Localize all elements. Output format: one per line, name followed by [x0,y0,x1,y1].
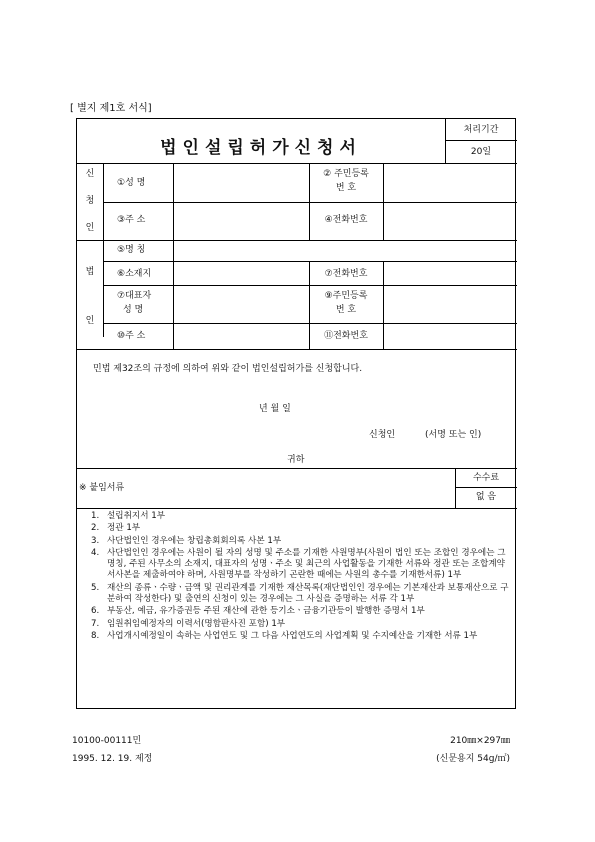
corporation-address-label: ⑩주 소 [117,331,146,341]
form-title: 법인설립허가신청서 [160,138,362,158]
corporation-name-field[interactable] [174,241,516,260]
paper-size: 210㎜×297㎜ [450,736,510,746]
enactment-date: 1995. 12. 19. 제정 [72,754,153,764]
date-line: 년 월 일 [259,404,291,414]
representative-label-2: 성 명 [123,305,144,315]
attachments-title: ※ 붙임서류 [79,483,125,493]
list-item: 4. 사단법인인 경우에는 사원이 될 자의 성명 및 주소를 기재한 사원명부(사원이 법인 또는 조합인 경우에는 그 명칭, 주된 사무소의 소재지, 대표자의 성명ㆍ주소 및 최근의 사업활동을 기재한 서류와 정관 또는 조합계약서사본을 제출하여야 하며, 사원명부를 작성하기 곤란한 때에는 사원의 총수를 기재한서류) 1부 [91,547,506,581]
form-code: 10100-00111민 [72,736,142,746]
corporation-location-field[interactable] [174,262,308,284]
list-item: 7. 임원취임예정자의 이력서(명함판사진 포함) 1부 [91,618,286,629]
processing-period-value: 20일 [470,147,492,157]
applicant-phone-field[interactable] [384,203,516,239]
list-item: 8. 사업개시예정일이 속하는 사업연도 및 그 다음 사업연도의 사업계획 및 수지예산을 기재한 서류 1부 [91,630,478,641]
corporation-name-label: ⑤명 칭 [117,245,146,255]
list-item: 5. 재산의 종류ㆍ수량ㆍ금액 및 권리관계를 기재한 재산목록(재단법인인 경우에는 기본재산과 보통재산으로 구분하여 작성한다) 및 출연의 신청이 있는 경우에는 그 사실을 증명하는 서류 각 1부 [91,582,509,605]
list-item: 6. 부동산, 예금, 유가증권등 주된 재산에 관한 등기소ㆍ금융기관등이 발행한 증명서 1부 [91,606,425,617]
applicant-name-field[interactable] [174,164,308,201]
applicant-phone-label: ④전화번호 [324,215,368,225]
corporation-location-label: ⑥소재지 [117,269,152,279]
application-form [76,118,516,709]
representative-resident-field[interactable] [384,286,516,322]
applicant-address-label: ③주 소 [117,215,146,225]
corporation-section-char-2: 인 [85,316,95,326]
corporation-phone2-field[interactable] [384,324,516,348]
representative-label-1: ⑦대표자 [117,291,152,301]
fee-label: 수수료 [472,473,500,483]
applicant-name-label: ①성 명 [117,178,146,188]
corporation-phone-label: ⑦전화번호 [324,269,368,279]
applicant-section-char-2: 청 [85,196,95,206]
applicant-resident-no-label-2: 번 호 [335,183,357,193]
applicant-section-char-1: 신 [85,169,95,179]
applicant-section-char-3: 인 [85,223,95,233]
sign-note: (서명 또는 인) [425,430,482,440]
corporation-section-char-1: 법 [85,267,95,277]
representative-name-field[interactable] [174,286,308,322]
applicant-sign-label: 신청인 [369,430,396,440]
attachments-list [91,511,509,643]
list-item: 1. 설립취지서 1부 [91,511,166,521]
corporation-address-field[interactable] [174,324,308,348]
applicant-resident-no-field[interactable] [384,164,516,201]
representative-resident-label-2: 번 호 [335,305,357,315]
corporation-phone2-label: ⑪전화번호 [324,331,368,341]
applicant-resident-no-label-1: ② 주민등록 [323,169,369,179]
applicant-address-field[interactable] [174,203,308,239]
application-statement: 민법 제32조의 규정에 의하여 위와 같이 법인설립허가를 신청합니다. [93,364,363,374]
paper-type: (신문용지 54g/㎡) [436,754,510,764]
fee-value: 없 음 [475,492,497,502]
representative-resident-label-1: ⑨주민등록 [324,291,368,301]
recipient-label: 귀하 [287,455,305,465]
list-item: 2. 정관 1부 [91,523,141,534]
list-item: 3. 사단법인인 경우에는 창립총회회의록 사본 1부 [91,535,282,546]
corporation-phone-field[interactable] [384,262,516,284]
processing-period-label: 처리기간 [463,125,499,135]
form-label: [ 별지 제1호 서식] [70,103,152,114]
